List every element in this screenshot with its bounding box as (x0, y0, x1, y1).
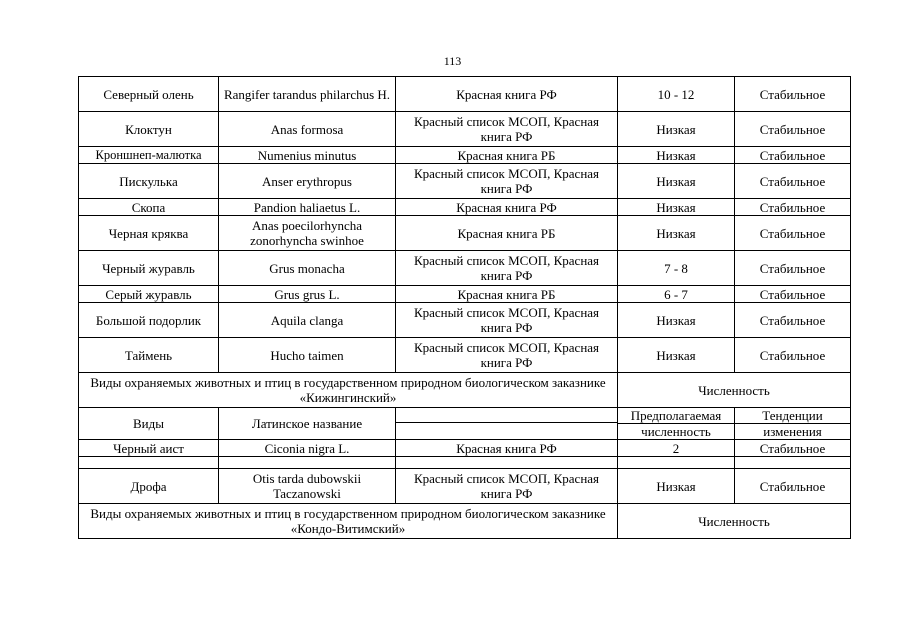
number-cell: 10 - 12 (618, 77, 735, 112)
number-cell: Низкая (618, 164, 735, 199)
species-cell: Северный олень (79, 77, 219, 112)
number-cell: Низкая (618, 338, 735, 373)
number-cell: Низкая (618, 216, 735, 251)
table-row (79, 338, 851, 373)
latin-name-cell: Hucho taimen (219, 338, 396, 373)
number-cell: 2 (618, 440, 735, 457)
table-row (79, 303, 851, 338)
species-cell: Пискулька (79, 164, 219, 199)
trend-cell: Стабильное (735, 338, 851, 373)
trend-cell: Стабильное (735, 77, 851, 112)
table-row (79, 286, 851, 303)
species-cell: Черный журавль (79, 251, 219, 286)
table-row (79, 469, 851, 504)
species-cell: Черная кряква (79, 216, 219, 251)
species-cell: Скопа (79, 199, 219, 216)
number-cell: Низкая (618, 147, 735, 164)
estimated-number-header-line1: Предполагаемая (618, 408, 735, 424)
section-header-row (79, 504, 851, 539)
latin-name-cell: Grus monacha (219, 251, 396, 286)
trend-cell: Стабильное (735, 251, 851, 286)
latin-name-cell: Aquila clanga (219, 303, 396, 338)
status-cell: Красный список МСОП, Красная книга РФ (396, 251, 618, 286)
section-title: Виды охраняемых животных и птиц в государственном природном биологическом заказнике «Кижингинский» (79, 373, 618, 408)
latin-name-cell: Ciconia nigra L. (219, 440, 396, 457)
number-cell: Низкая (618, 112, 735, 147)
latin-name-cell: Rangifer tarandus philarchus H. (219, 77, 396, 112)
status-header-empty (396, 423, 618, 440)
table-row (79, 147, 851, 164)
table-row (79, 77, 851, 112)
trend-cell: Стабильное (735, 164, 851, 199)
number-header: Численность (618, 373, 851, 408)
status-cell: Красная книга РБ (396, 147, 618, 164)
latin-name-cell: Grus grus L. (219, 286, 396, 303)
trend-cell: Стабильное (735, 469, 851, 504)
trend-cell: Стабильное (735, 303, 851, 338)
status-cell: Красная книга РФ (396, 77, 618, 112)
table-row (79, 440, 851, 457)
status-cell: Красный список МСОП, Красная книга РФ (396, 112, 618, 147)
number-cell: Низкая (618, 303, 735, 338)
latin-name-cell: Numenius minutus (219, 147, 396, 164)
species-cell: Черный аист (79, 440, 219, 457)
table-row (79, 251, 851, 286)
status-header (396, 408, 618, 423)
species-header: Виды (79, 408, 219, 440)
species-cell: Клоктун (79, 112, 219, 147)
number-cell: 7 - 8 (618, 251, 735, 286)
latin-name-header: Латинское название (219, 408, 396, 440)
number-header: Численность (618, 504, 851, 539)
page-number: 113 (443, 54, 462, 68)
species-cell: Серый журавль (79, 286, 219, 303)
table-row (79, 199, 851, 216)
trend-cell: Стабильное (735, 199, 851, 216)
latin-name-cell: Anser erythropus (219, 164, 396, 199)
trend-header-line1: Тенденции (735, 408, 851, 424)
status-cell: Красная книга РБ (396, 286, 618, 303)
species-cell: Кроншнеп-малютка (79, 147, 219, 164)
trend-cell: Стабильное (735, 286, 851, 303)
estimated-number-header-line2: численность (618, 424, 735, 440)
trend-cell: Стабильное (735, 112, 851, 147)
protected-species-table (78, 76, 851, 539)
trend-cell: Стабильное (735, 216, 851, 251)
trend-cell: Стабильное (735, 147, 851, 164)
status-cell: Красная книга РФ (396, 440, 618, 457)
trend-cell: Стабильное (735, 440, 851, 457)
trend-header-line2: изменения (735, 424, 851, 440)
empty-row (79, 457, 851, 469)
number-cell: Низкая (618, 469, 735, 504)
latin-name-cell: Anas poecilorhyncha zonorhyncha swinhoe (219, 216, 396, 251)
status-cell: Красный список МСОП, Красная книга РФ (396, 338, 618, 373)
status-cell: Красный список МСОП, Красная книга РФ (396, 469, 618, 504)
latin-name-cell: Anas formosa (219, 112, 396, 147)
number-cell: 6 - 7 (618, 286, 735, 303)
latin-name-cell: Otis tarda dubowskii Taczanowski (219, 469, 396, 504)
table-row (79, 216, 851, 251)
status-cell: Красный список МСОП, Красная книга РФ (396, 164, 618, 199)
section-header-row (79, 373, 851, 408)
column-header-row (79, 408, 851, 423)
status-cell: Красная книга РБ (396, 216, 618, 251)
number-cell: Низкая (618, 199, 735, 216)
status-cell: Красный список МСОП, Красная книга РФ (396, 303, 618, 338)
species-cell: Большой подорлик (79, 303, 219, 338)
table-row (79, 164, 851, 199)
status-cell: Красная книга РФ (396, 199, 618, 216)
species-cell: Дрофа (79, 469, 219, 504)
species-cell: Таймень (79, 338, 219, 373)
table-row (79, 112, 851, 147)
section-title: Виды охраняемых животных и птиц в государственном природном биологическом заказнике «Кондо-Витимский» (79, 504, 618, 539)
latin-name-cell: Pandion haliaetus L. (219, 199, 396, 216)
